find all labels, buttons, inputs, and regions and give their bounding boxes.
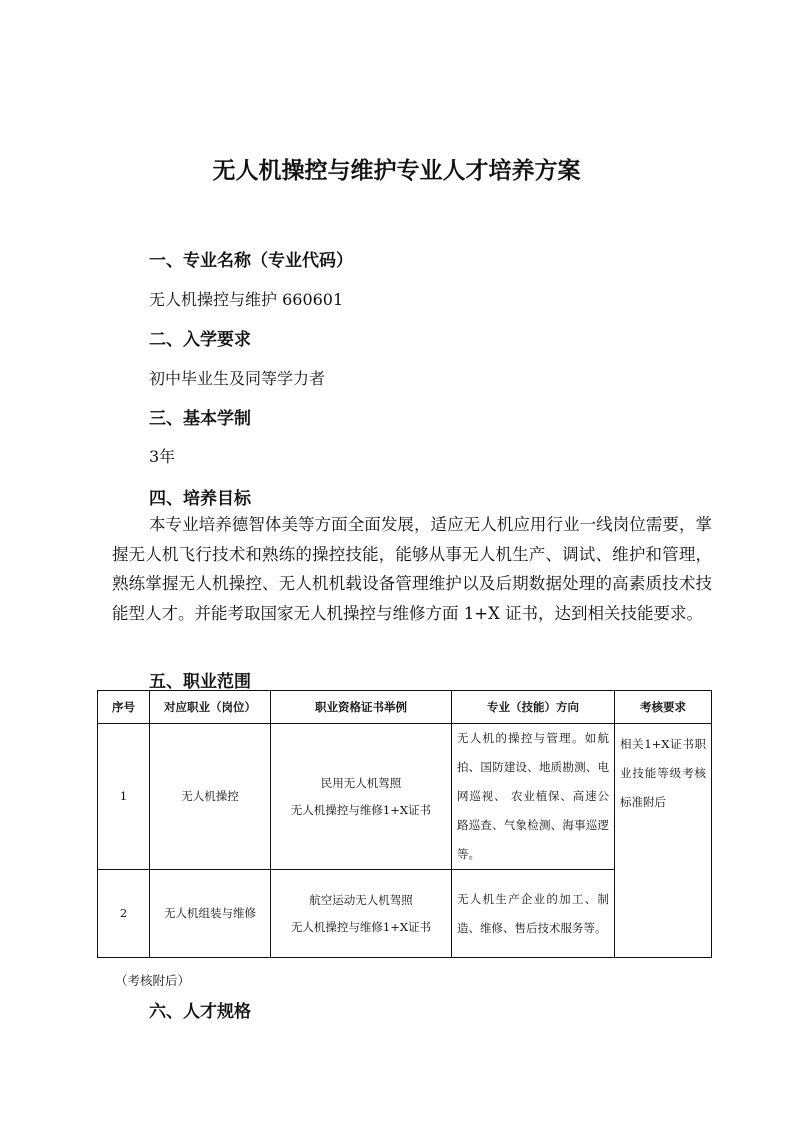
section-body-objective — [112, 510, 712, 628]
section-heading-career-scope: 五、职业范围 — [149, 672, 251, 692]
table-header-cell: 专业（技能）方向 — [452, 691, 615, 724]
section-body-major-name: 无人机操控与维护 660601 — [149, 290, 344, 309]
cert-line: 航空运动无人机驾照 — [309, 892, 413, 907]
table-header-cell: 考核要求 — [615, 691, 712, 724]
section-heading-objective: 四、培养目标 — [149, 489, 251, 509]
row-cert-cell — [271, 870, 452, 958]
cert-line: 无人机操控与维修1+X证书 — [290, 919, 432, 934]
row-number-cell: 2 — [98, 870, 150, 958]
table-note: （考核附后） — [115, 973, 191, 988]
career-scope-table — [97, 690, 712, 958]
row-job-cell: 无人机操控 — [150, 724, 271, 870]
section-body-admission: 初中毕业生及同等学力者 — [149, 369, 326, 388]
row-job-cell: 无人机组装与维修 — [150, 870, 271, 958]
cert-line: 民用无人机驾照 — [320, 775, 402, 790]
table-header-cell: 职业资格证书举例 — [271, 691, 452, 724]
objective-paragraph: 本专业培养德智体美等方面全面发展，适应无人机应用行业一线岗位需要，掌握无人机飞行技术和熟练的操控技能，能够从事无人机生产、调试、维护和管理，熟练掌握无人机操控、无人机机载设备管理维护以及后期数据处理的高素质技术技能型人才。并能考取国家无人机操控与维修方面 1+X 证书，达到相关技能要求。 — [112, 515, 712, 623]
section-body-duration: 3年 — [149, 447, 176, 466]
document-title: 无人机操控与维护专业人才培养方案 — [212, 158, 581, 184]
table-header-cell: 序号 — [98, 691, 150, 724]
row-number-cell: 1 — [98, 724, 150, 870]
section-heading-talent-spec: 六、人才规格 — [149, 1002, 251, 1022]
section-heading-admission: 二、入学要求 — [149, 330, 251, 350]
table-row — [98, 724, 712, 870]
assessment-cell: 相关1+X证书职业技能等级考核标准附后 — [615, 724, 712, 958]
table-header-cell: 对应职业（岗位） — [150, 691, 271, 724]
cert-line: 无人机操控与维修1+X证书 — [290, 802, 432, 817]
section-heading-major-name: 一、专业名称（专业代码） — [149, 251, 353, 271]
table-header-row — [98, 691, 712, 724]
row-cert-cell — [271, 724, 452, 870]
row-direction-cell: 无人机的操控与管理。如航拍、国防建设、地质勘测、电网巡视、 农业植保、高速公路巡查、气象检测、海事巡逻等。 — [452, 724, 615, 870]
section-heading-duration: 三、基本学制 — [149, 409, 251, 429]
row-direction-cell: 无人机生产企业的加工、制造、维修、售后技术服务等。 — [452, 870, 615, 958]
